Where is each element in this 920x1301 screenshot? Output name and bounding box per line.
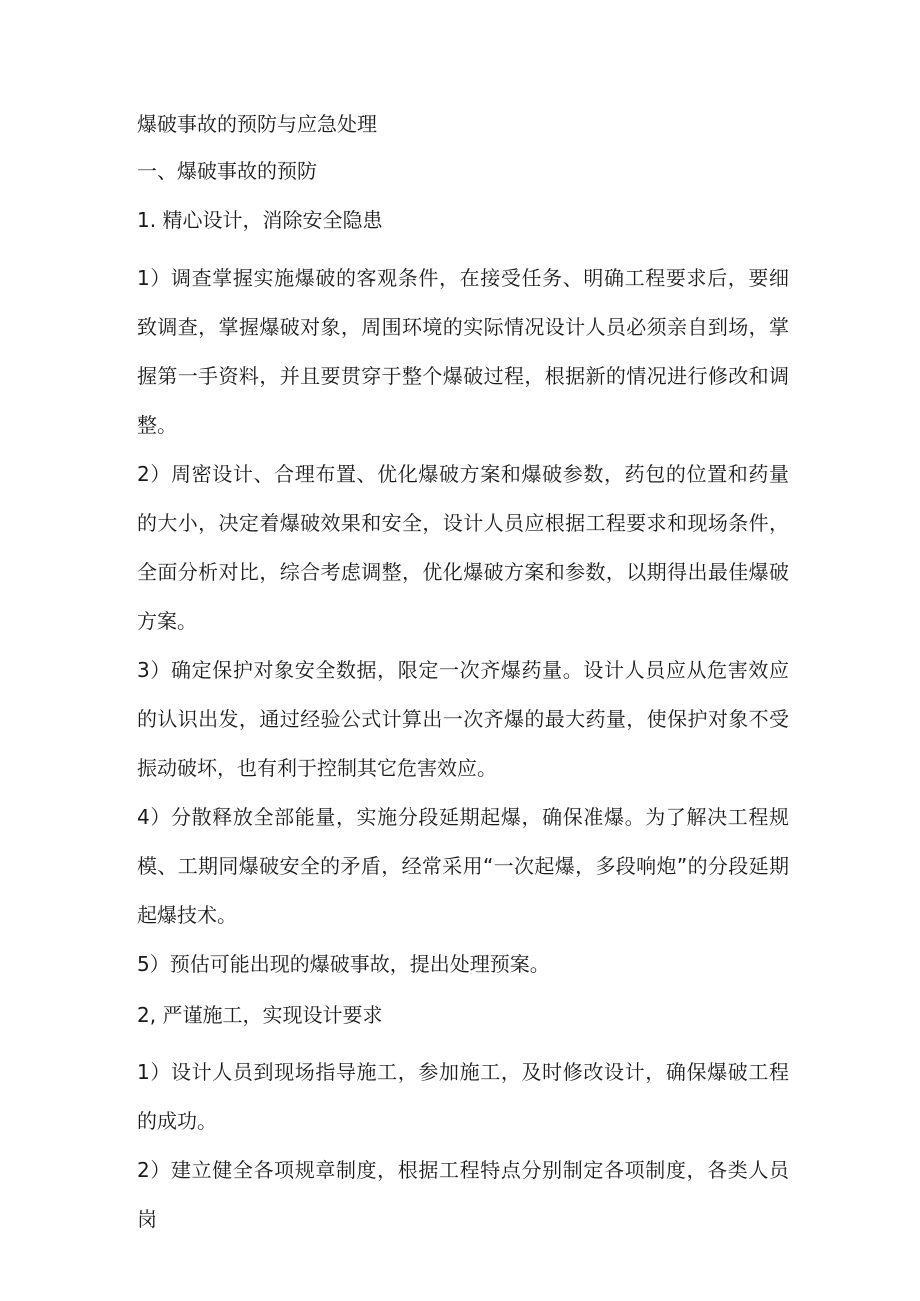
document-title: 爆破事故的预防与应急处理 — [137, 112, 377, 136]
subsection-heading: 1. 精心设计，消除安全隐患 — [137, 208, 383, 232]
subsection-heading: 2, 严谨施工，实现设计要求 — [137, 1003, 383, 1027]
list-item: 1）调查掌握实施爆破的客观条件，在接受任务、明确工程要求后，要细致调查，掌握爆破对象，周围环境的实际情况设计人员必须亲自到场，掌握第一手资料，并且要贯穿于整个爆破过程，根据新的情况进行修改和调整。 — [137, 266, 789, 437]
document-body — [137, 112, 789, 1244]
list-item: 4）分散释放全部能量，实施分段延期起爆，确保准爆。为了解决工程规模、工期同爆破安全的矛盾，经常采用“一次起爆，多段响炮”的分段延期起爆技术。 — [137, 805, 789, 927]
list-item: 3）确定保护对象安全数据，限定一次齐爆药量。设计人员应从危害效应的认识出发，通过经验公式计算出一次齐爆的最大药量，使保护对象不受振动破坏，也有利于控制其它危害效应。 — [137, 658, 789, 780]
list-item: 1）设计人员到现场指导施工，参加施工，及时修改设计，确保爆破工程的成功。 — [137, 1060, 789, 1133]
list-item: 2）建立健全各项规章制度，根据工程特点分别制定各项制度，各类人员岗 — [137, 1158, 789, 1231]
list-item: 2）周密设计、合理布置、优化爆破方案和爆破参数，药包的位置和药量的大小，决定着爆破效果和安全，设计人员应根据工程要求和现场条件，全面分析对比，综合考虑调整，优化爆破方案和参数，以期得出最佳爆破方案。 — [137, 462, 789, 633]
section-heading: 一、爆破事故的预防 — [137, 159, 317, 183]
list-item: 5）预估可能出现的爆破事故，提出处理预案。 — [137, 952, 550, 976]
